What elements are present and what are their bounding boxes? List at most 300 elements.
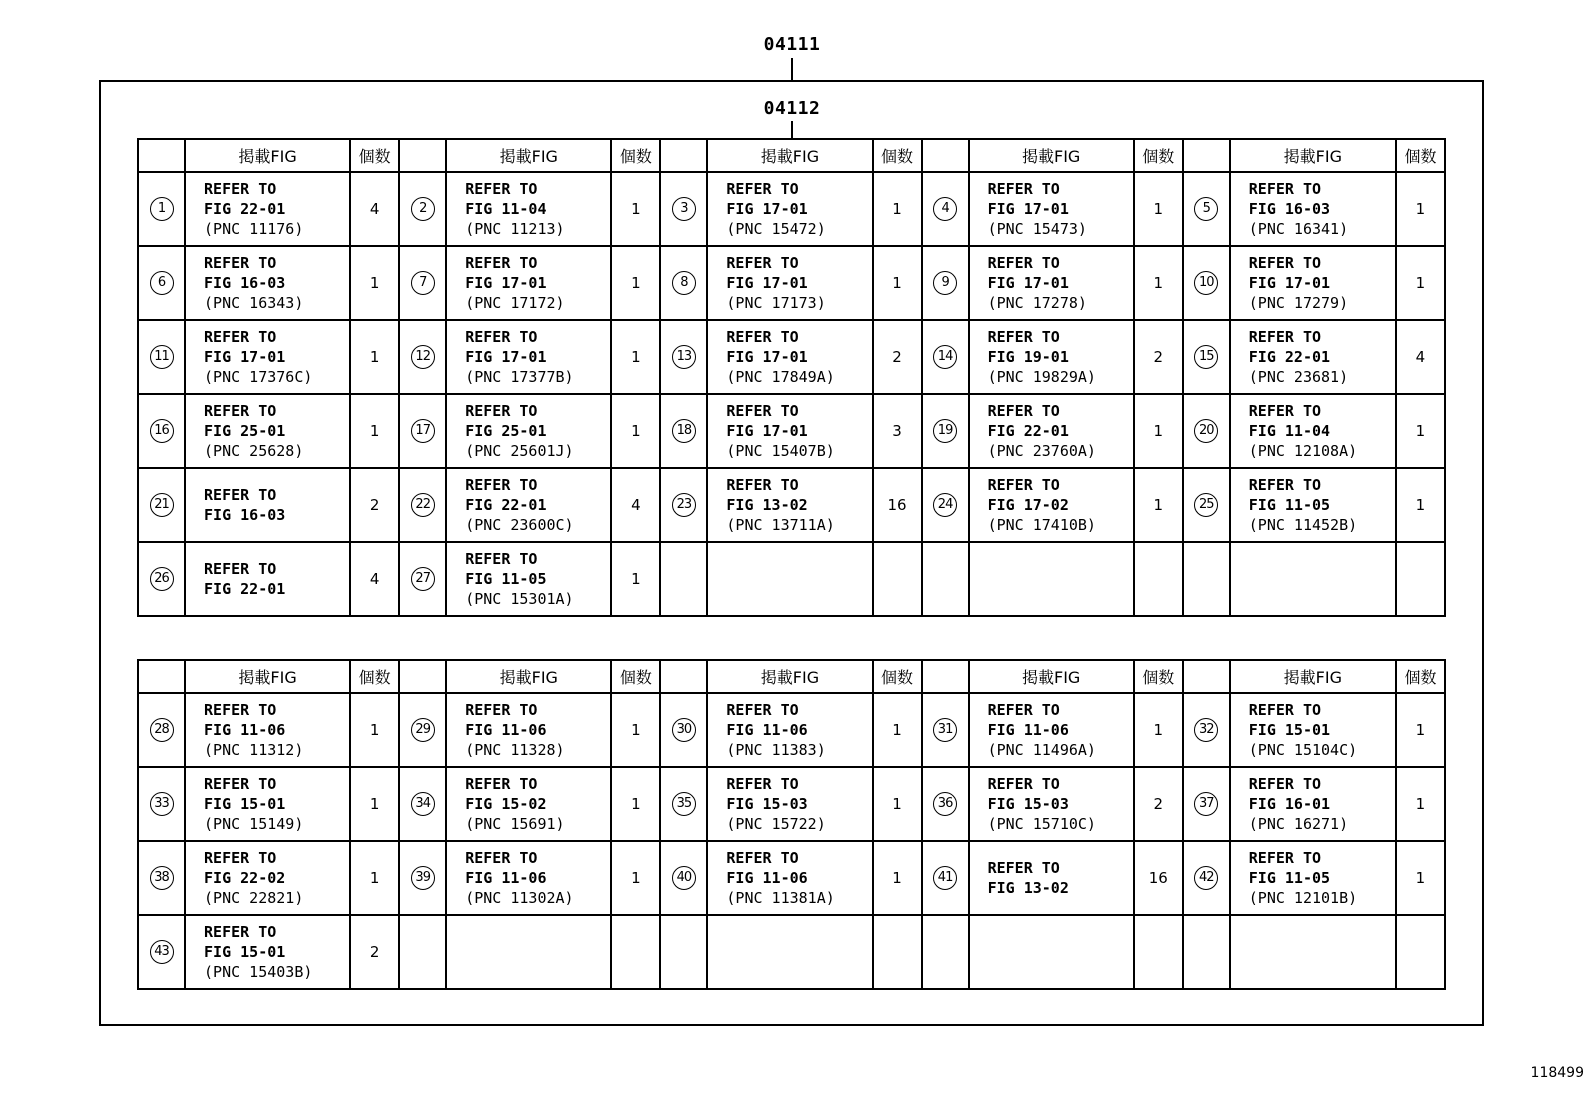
fig-reference: FIG 11-06 xyxy=(465,869,547,887)
quantity-cell: 1 xyxy=(1134,172,1183,246)
item-number-circle: 28 xyxy=(150,718,174,742)
pnc-reference: (PNC 15301A) xyxy=(465,590,574,608)
reference-cell xyxy=(1230,693,1396,767)
refer-to-text: REFER TO xyxy=(987,254,1060,272)
quantity-cell: 3 xyxy=(873,394,922,468)
item-number-circle: 19 xyxy=(933,419,957,443)
quantity-cell: 1 xyxy=(1396,693,1445,767)
fig-reference: FIG 17-01 xyxy=(726,200,808,218)
reference-cell xyxy=(185,320,350,394)
pnc-reference: (PNC 15710C) xyxy=(987,815,1096,833)
refer-to-text: REFER TO xyxy=(204,180,277,198)
table-row xyxy=(138,468,1445,542)
item-number-cell xyxy=(399,394,446,468)
header-qty: 個数 xyxy=(1396,139,1445,172)
quantity-cell: 4 xyxy=(1396,320,1445,394)
item-number-cell xyxy=(922,246,969,320)
pnc-reference: (PNC 16341) xyxy=(1248,220,1349,238)
pnc-reference: (PNC 17377B) xyxy=(465,368,574,386)
quantity-cell: 1 xyxy=(873,693,922,767)
item-number-cell xyxy=(138,542,185,616)
fig-reference: FIG 11-06 xyxy=(465,721,547,739)
quantity-cell: 1 xyxy=(611,172,660,246)
reference-cell xyxy=(446,246,611,320)
pnc-reference: (PNC 15149) xyxy=(204,815,304,833)
fig-reference: FIG 13-02 xyxy=(726,496,808,514)
reference-cell xyxy=(969,246,1134,320)
fig-reference: FIG 11-06 xyxy=(204,721,286,739)
reference-cell xyxy=(969,468,1134,542)
item-number-cell xyxy=(138,172,185,246)
reference-cell xyxy=(1230,394,1396,468)
refer-to-text: REFER TO xyxy=(1248,180,1322,198)
fig-reference: FIG 15-03 xyxy=(987,795,1069,813)
header-fig: 掲載FIG xyxy=(969,139,1134,172)
table-row xyxy=(138,542,1445,616)
header-qty: 個数 xyxy=(1396,660,1445,693)
reference-cell xyxy=(446,320,611,394)
quantity-cell: 1 xyxy=(873,767,922,841)
fig-reference: FIG 17-01 xyxy=(726,422,808,440)
refer-to-text: REFER TO xyxy=(987,180,1060,198)
reference-cell xyxy=(446,172,611,246)
subkit-part-number: 04112 xyxy=(763,98,821,119)
refer-to-text: REFER TO xyxy=(1248,476,1322,494)
parts-table-1 xyxy=(137,138,1446,617)
item-number-circle: 8 xyxy=(672,271,696,295)
table-row xyxy=(138,915,1445,989)
reference-cell xyxy=(707,320,872,394)
item-number-circle: 15 xyxy=(1194,345,1218,369)
reference-cell xyxy=(969,693,1134,767)
item-number-cell xyxy=(399,542,446,616)
empty-cell xyxy=(969,915,1134,989)
fig-reference: FIG 17-01 xyxy=(465,348,547,366)
item-number-circle: 12 xyxy=(411,345,435,369)
fig-reference: FIG 11-06 xyxy=(726,721,808,739)
fig-reference: FIG 17-01 xyxy=(465,274,547,292)
quantity-cell: 1 xyxy=(350,320,399,394)
header-blank-cell xyxy=(660,660,707,693)
item-number-cell xyxy=(138,246,185,320)
reference-cell xyxy=(185,246,350,320)
item-number-cell xyxy=(138,693,185,767)
empty-cell xyxy=(660,542,707,616)
item-number-cell xyxy=(1183,693,1230,767)
reference-cell xyxy=(185,468,350,542)
quantity-cell: 1 xyxy=(873,246,922,320)
quantity-cell: 16 xyxy=(1134,841,1183,915)
header-fig: 掲載FIG xyxy=(969,660,1134,693)
fig-reference: FIG 22-01 xyxy=(1248,348,1331,366)
reference-cell xyxy=(1230,767,1396,841)
header-fig: 掲載FIG xyxy=(707,139,872,172)
reference-cell xyxy=(185,767,350,841)
header-qty: 個数 xyxy=(873,660,922,693)
item-number-cell xyxy=(660,841,707,915)
pnc-reference: (PNC 15403B) xyxy=(204,963,313,981)
quantity-cell: 4 xyxy=(350,542,399,616)
quantity-cell: 1 xyxy=(350,767,399,841)
fig-reference: FIG 25-01 xyxy=(204,422,286,440)
reference-cell xyxy=(969,767,1134,841)
empty-cell xyxy=(446,915,611,989)
item-number-circle: 24 xyxy=(933,493,957,517)
refer-to-text: REFER TO xyxy=(204,486,277,504)
pnc-reference: (PNC 23600C) xyxy=(465,516,574,534)
pnc-reference: (PNC 17849A) xyxy=(726,368,835,386)
reference-cell xyxy=(446,693,611,767)
refer-to-text: REFER TO xyxy=(726,254,799,272)
parts-table-2 xyxy=(137,659,1446,990)
refer-to-text: REFER TO xyxy=(204,254,277,272)
pnc-reference: (PNC 15691) xyxy=(465,815,565,833)
quantity-cell: 1 xyxy=(611,542,660,616)
header-fig: 掲載FIG xyxy=(1230,660,1396,693)
item-number-circle: 11 xyxy=(150,345,174,369)
item-number-cell xyxy=(399,693,446,767)
item-number-cell xyxy=(1183,394,1230,468)
fig-reference: FIG 11-05 xyxy=(1248,496,1331,514)
item-number-cell xyxy=(660,246,707,320)
pnc-reference: (PNC 17279) xyxy=(1248,294,1349,312)
quantity-cell: 1 xyxy=(1134,246,1183,320)
illustration-number: 118499 xyxy=(1530,1065,1584,1081)
item-number-cell xyxy=(922,394,969,468)
refer-to-text: REFER TO xyxy=(204,328,277,346)
refer-to-text: REFER TO xyxy=(987,476,1060,494)
fig-reference: FIG 22-02 xyxy=(204,869,286,887)
fig-reference: FIG 15-01 xyxy=(204,943,286,961)
fig-reference: FIG 25-01 xyxy=(465,422,547,440)
empty-cell xyxy=(707,915,872,989)
item-number-circle: 25 xyxy=(1194,493,1218,517)
quantity-cell: 1 xyxy=(611,693,660,767)
table-row xyxy=(138,767,1445,841)
reference-cell xyxy=(1230,246,1396,320)
item-number-circle: 13 xyxy=(672,345,696,369)
empty-cell xyxy=(611,915,660,989)
item-number-circle: 27 xyxy=(411,567,435,591)
fig-reference: FIG 17-01 xyxy=(204,348,286,366)
item-number-cell xyxy=(399,246,446,320)
pnc-reference: (PNC 15722) xyxy=(726,815,826,833)
refer-to-text: REFER TO xyxy=(465,180,538,198)
fig-reference: FIG 22-01 xyxy=(204,580,286,598)
item-number-circle: 17 xyxy=(411,419,435,443)
refer-to-text: REFER TO xyxy=(465,701,538,719)
header-qty: 個数 xyxy=(873,139,922,172)
fig-reference: FIG 15-02 xyxy=(465,795,547,813)
item-number-circle: 33 xyxy=(150,792,174,816)
item-number-circle: 36 xyxy=(933,792,957,816)
reference-cell xyxy=(446,767,611,841)
reference-cell xyxy=(185,915,350,989)
header-fig: 掲載FIG xyxy=(1230,139,1396,172)
item-number-circle: 2 xyxy=(411,197,435,221)
item-number-cell xyxy=(660,767,707,841)
reference-cell xyxy=(185,693,350,767)
item-number-circle: 3 xyxy=(672,197,696,221)
reference-cell xyxy=(969,841,1134,915)
fig-reference: FIG 17-01 xyxy=(726,348,808,366)
fig-reference: FIG 22-01 xyxy=(987,422,1069,440)
header-blank-cell xyxy=(399,139,446,172)
empty-cell xyxy=(969,542,1134,616)
item-number-circle: 43 xyxy=(150,940,174,964)
fig-reference: FIG 17-01 xyxy=(1248,274,1331,292)
fig-reference: FIG 13-02 xyxy=(987,879,1069,897)
header-blank-cell xyxy=(1183,139,1230,172)
refer-to-text: REFER TO xyxy=(987,859,1060,877)
refer-to-text: REFER TO xyxy=(204,560,277,578)
item-number-cell xyxy=(399,320,446,394)
item-number-cell xyxy=(1183,172,1230,246)
empty-cell xyxy=(1396,915,1445,989)
quantity-cell: 1 xyxy=(1134,394,1183,468)
pnc-reference: (PNC 15104C) xyxy=(1248,741,1358,759)
quantity-cell: 2 xyxy=(873,320,922,394)
refer-to-text: REFER TO xyxy=(987,328,1060,346)
refer-to-text: REFER TO xyxy=(726,476,799,494)
pnc-reference: (PNC 17173) xyxy=(726,294,826,312)
refer-to-text: REFER TO xyxy=(987,402,1060,420)
item-number-cell xyxy=(1183,841,1230,915)
empty-cell xyxy=(1183,542,1230,616)
reference-cell xyxy=(707,246,872,320)
reference-cell xyxy=(1230,172,1396,246)
item-number-circle: 31 xyxy=(933,718,957,742)
refer-to-text: REFER TO xyxy=(726,775,799,793)
refer-to-text: REFER TO xyxy=(204,402,277,420)
item-number-circle: 20 xyxy=(1194,419,1218,443)
reference-cell xyxy=(707,841,872,915)
item-number-circle: 4 xyxy=(933,197,957,221)
refer-to-text: REFER TO xyxy=(204,775,277,793)
item-number-cell xyxy=(138,394,185,468)
pnc-reference: (PNC 11496A) xyxy=(987,741,1096,759)
quantity-cell: 4 xyxy=(350,172,399,246)
reference-cell xyxy=(1230,468,1396,542)
item-number-circle: 21 xyxy=(150,493,174,517)
pnc-reference: (PNC 22821) xyxy=(204,889,304,907)
item-number-circle: 14 xyxy=(933,345,957,369)
quantity-cell: 2 xyxy=(1134,767,1183,841)
fig-reference: FIG 16-03 xyxy=(204,506,286,524)
pnc-reference: (PNC 15407B) xyxy=(726,442,835,460)
pnc-reference: (PNC 25601J) xyxy=(465,442,574,460)
quantity-cell: 1 xyxy=(611,841,660,915)
empty-cell xyxy=(1134,542,1183,616)
item-number-cell xyxy=(138,468,185,542)
header-fig: 掲載FIG xyxy=(446,139,611,172)
reference-cell xyxy=(969,320,1134,394)
header-blank-cell xyxy=(922,139,969,172)
item-number-cell xyxy=(660,172,707,246)
quantity-cell: 1 xyxy=(350,841,399,915)
fig-reference: FIG 16-01 xyxy=(1248,795,1331,813)
empty-cell xyxy=(1230,915,1396,989)
quantity-cell: 2 xyxy=(1134,320,1183,394)
item-number-circle: 38 xyxy=(150,866,174,890)
fig-reference: FIG 17-02 xyxy=(987,496,1069,514)
quantity-cell: 1 xyxy=(1396,841,1445,915)
header-blank-cell xyxy=(138,139,185,172)
empty-cell xyxy=(1396,542,1445,616)
reference-cell xyxy=(185,394,350,468)
pnc-reference: (PNC 17172) xyxy=(465,294,565,312)
item-number-circle: 32 xyxy=(1194,718,1218,742)
item-number-circle: 6 xyxy=(150,271,174,295)
refer-to-text: REFER TO xyxy=(465,550,538,568)
header-blank-cell xyxy=(138,660,185,693)
reference-cell xyxy=(707,693,872,767)
refer-to-text: REFER TO xyxy=(1248,254,1322,272)
table-row xyxy=(138,841,1445,915)
quantity-cell: 1 xyxy=(1396,767,1445,841)
item-number-cell xyxy=(399,172,446,246)
pnc-reference: (PNC 11213) xyxy=(465,220,565,238)
item-number-circle: 5 xyxy=(1194,197,1218,221)
empty-cell xyxy=(922,542,969,616)
fig-reference: FIG 17-01 xyxy=(987,274,1069,292)
pnc-reference: (PNC 12101B) xyxy=(1248,889,1358,907)
reference-cell xyxy=(185,841,350,915)
refer-to-text: REFER TO xyxy=(204,701,277,719)
item-number-circle: 18 xyxy=(672,419,696,443)
refer-to-text: REFER TO xyxy=(1248,701,1322,719)
reference-cell xyxy=(707,468,872,542)
item-number-circle: 22 xyxy=(411,493,435,517)
reference-cell xyxy=(446,841,611,915)
quantity-cell: 1 xyxy=(1134,693,1183,767)
header-qty: 個数 xyxy=(350,139,399,172)
fig-reference: FIG 11-05 xyxy=(465,570,547,588)
empty-cell xyxy=(707,542,872,616)
quantity-cell: 1 xyxy=(1134,468,1183,542)
item-number-circle: 1 xyxy=(150,197,174,221)
item-number-circle: 9 xyxy=(933,271,957,295)
refer-to-text: REFER TO xyxy=(726,328,799,346)
reference-cell xyxy=(185,172,350,246)
pnc-reference: (PNC 11312) xyxy=(204,741,304,759)
quantity-cell: 1 xyxy=(1396,246,1445,320)
refer-to-text: REFER TO xyxy=(987,775,1060,793)
header-fig: 掲載FIG xyxy=(446,660,611,693)
quantity-cell: 2 xyxy=(350,915,399,989)
table-header-row xyxy=(138,139,1445,172)
header-qty: 個数 xyxy=(1134,660,1183,693)
item-number-cell xyxy=(399,767,446,841)
refer-to-text: REFER TO xyxy=(204,849,277,867)
quantity-cell: 1 xyxy=(1396,468,1445,542)
fig-reference: FIG 22-01 xyxy=(204,200,286,218)
empty-cell xyxy=(873,915,922,989)
fig-reference: FIG 17-01 xyxy=(726,274,808,292)
empty-cell xyxy=(922,915,969,989)
table-row xyxy=(138,172,1445,246)
item-number-cell xyxy=(922,468,969,542)
quantity-cell: 1 xyxy=(611,246,660,320)
quantity-cell: 1 xyxy=(611,394,660,468)
item-number-circle: 42 xyxy=(1194,866,1218,890)
refer-to-text: REFER TO xyxy=(465,402,538,420)
empty-cell xyxy=(660,915,707,989)
header-fig: 掲載FIG xyxy=(185,660,350,693)
item-number-cell xyxy=(922,767,969,841)
pnc-reference: (PNC 12108A) xyxy=(1248,442,1358,460)
refer-to-text: REFER TO xyxy=(726,849,799,867)
quantity-cell: 1 xyxy=(873,172,922,246)
pnc-reference: (PNC 23760A) xyxy=(987,442,1096,460)
quantity-cell: 1 xyxy=(611,320,660,394)
header-qty: 個数 xyxy=(611,139,660,172)
item-number-circle: 23 xyxy=(672,493,696,517)
item-number-cell xyxy=(1183,320,1230,394)
header-qty: 個数 xyxy=(1134,139,1183,172)
refer-to-text: REFER TO xyxy=(1248,849,1322,867)
quantity-cell: 1 xyxy=(350,246,399,320)
reference-cell xyxy=(707,172,872,246)
item-number-cell xyxy=(138,841,185,915)
pnc-reference: (PNC 15472) xyxy=(726,220,826,238)
pnc-reference: (PNC 11383) xyxy=(726,741,826,759)
empty-cell xyxy=(873,542,922,616)
quantity-cell: 1 xyxy=(1396,394,1445,468)
item-number-cell xyxy=(1183,767,1230,841)
pnc-reference: (PNC 15473) xyxy=(987,220,1087,238)
fig-reference: FIG 11-04 xyxy=(465,200,547,218)
refer-to-text: REFER TO xyxy=(726,701,799,719)
header-blank-cell xyxy=(660,139,707,172)
item-number-circle: 30 xyxy=(672,718,696,742)
header-blank-cell xyxy=(1183,660,1230,693)
fig-reference: FIG 22-01 xyxy=(465,496,547,514)
item-number-circle: 41 xyxy=(933,866,957,890)
refer-to-text: REFER TO xyxy=(1248,402,1322,420)
pnc-reference: (PNC 23681) xyxy=(1248,368,1349,386)
item-number-circle: 29 xyxy=(411,718,435,742)
kit-leader-line xyxy=(791,58,793,80)
pnc-reference: (PNC 16343) xyxy=(204,294,304,312)
refer-to-text: REFER TO xyxy=(987,701,1060,719)
reference-cell xyxy=(969,172,1134,246)
refer-to-text: REFER TO xyxy=(1248,328,1322,346)
fig-reference: FIG 15-01 xyxy=(1248,721,1331,739)
pnc-reference: (PNC 17278) xyxy=(987,294,1087,312)
refer-to-text: REFER TO xyxy=(726,180,799,198)
header-blank-cell xyxy=(399,660,446,693)
header-fig: 掲載FIG xyxy=(707,660,872,693)
empty-cell xyxy=(399,915,446,989)
item-number-cell xyxy=(138,767,185,841)
pnc-reference: (PNC 11452B) xyxy=(1248,516,1358,534)
refer-to-text: REFER TO xyxy=(465,476,538,494)
item-number-circle: 16 xyxy=(150,419,174,443)
item-number-circle: 34 xyxy=(411,792,435,816)
pnc-reference: (PNC 17410B) xyxy=(987,516,1096,534)
item-number-cell xyxy=(660,468,707,542)
item-number-cell xyxy=(1183,246,1230,320)
fig-reference: FIG 16-03 xyxy=(204,274,286,292)
item-number-cell xyxy=(399,468,446,542)
empty-cell xyxy=(1230,542,1396,616)
reference-cell xyxy=(446,394,611,468)
pnc-reference: (PNC 16271) xyxy=(1248,815,1349,833)
pnc-reference: (PNC 13711A) xyxy=(726,516,835,534)
item-number-cell xyxy=(660,394,707,468)
item-number-circle: 10 xyxy=(1194,271,1218,295)
